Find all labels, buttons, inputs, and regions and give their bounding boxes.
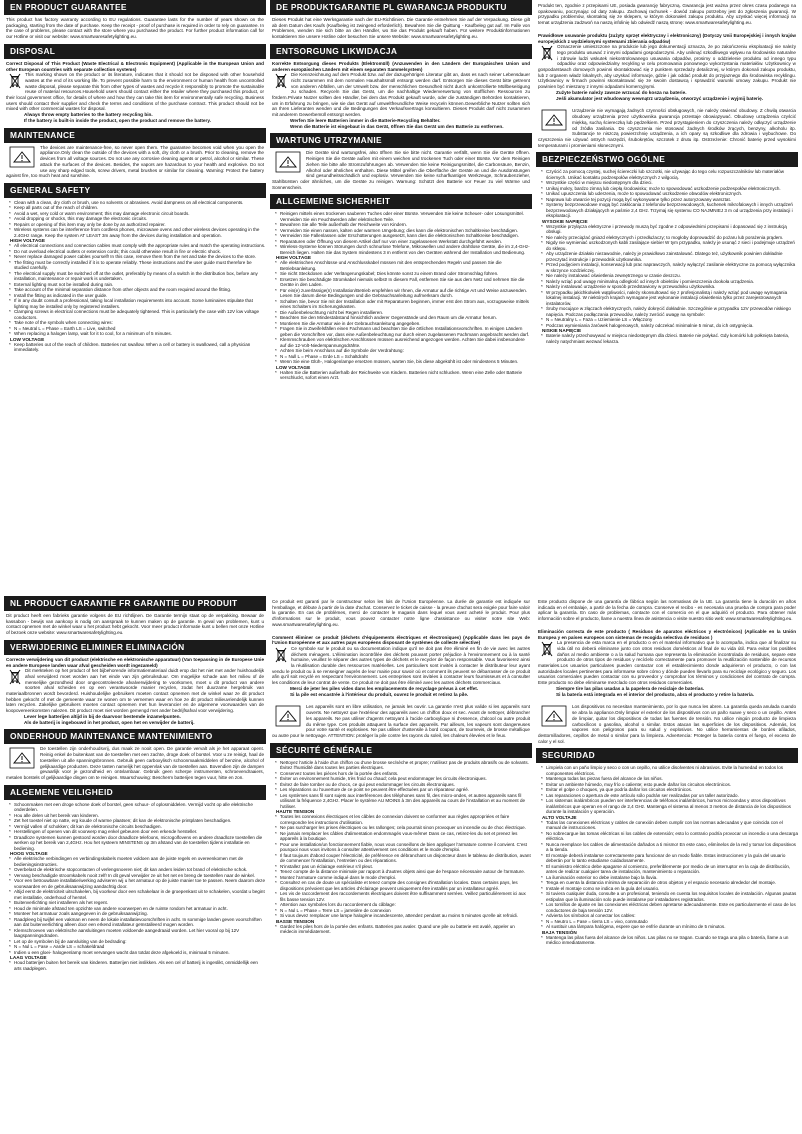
maintenance-section [536,701,798,744]
safety-item: * Take account of the minimal separation distance from other objects and the room required around the fitting. [10,287,266,293]
safety-item: * N = Nul L = Phase = Terre LS = jarretière de connexion [276,908,532,914]
disposal-lead: Eliminación correcta de este producto ( Residuos de aparatos eléctricos y electrónicos) (Aplicable en la Unión Europea y en países europeos con sistemas de recogida selectiva de residuos ) [538,628,796,640]
safety-item: * Clean with a clean, dry cloth or brush, use no solvents or abrasives. Avoid dampness on all electrical components. [10,200,266,206]
maintenance-section [270,133,532,190]
guarantee-section [536,0,798,26]
safety-item: * Vermeiden Sie Fallenlassen oder Erschütterungen ausgesetzt, kann dies die elektronischen Schaltkreise beschädigen. [276,233,532,239]
safety-item: * Si tuviera cualquier duda, consulte a un profesional, teniendo en cuenta los requisitos locales de instalación. Algunas pautas estipulan que la iluminación solo puede instalarse por instaladores registrados. [542,891,798,902]
maintenance-section [536,105,798,148]
safety-item: * Repairs or opening of this item may only be done by an authorized repairer. [10,222,266,228]
safety-item: * Schoonmaken met een droge schone doek of borstel, geen schuur- of oplosmiddelen. Vermijd vocht op alle elektrische onderdelen. [10,802,266,813]
safety-item: * Fragen Sie in Zweifelsfällen einen Fachmann und beachten Sie die örtlichen Installationsvorschriften. In einigen Ländern geben die Vorschriften vor, dass eine Außenbeleuchtung nur durch einen zugelassenen Fachmann angebracht werden darf. [276,326,532,337]
safety-item: * Houd de minimale afstand ten opzichte van andere voorwerpen en de ruimte rondom het armatuur in acht. [10,906,266,912]
disposal-section [270,632,532,698]
battery-notes [4,112,266,124]
safety-item: * Évitez de faire tomber ou de chocs, ce qui peut endommager les circuits électroniques. [276,782,532,788]
safety-section [270,194,532,381]
low-voltage-heading: LOW VOLTAGE [276,364,311,370]
safety-item: * Never replace damaged power cables yourself! In this case, remove them from the net and take the devices to the store. [10,254,266,260]
guarantee-section [4,596,266,636]
maintenance-text [270,150,532,190]
disposal-lead: Correcte verwijdering van dit product (elektrische en elektronische apparatuur) (Van toepassing in de Europese Unie en andere Europese landen waar afval gescheiden wordt ingezameld) [6,656,264,668]
safety-section [536,748,798,946]
safety-item: * Éviter un environnement humide, très froid ou chaud; cela peut endommager les circuits électroniques. [276,776,532,782]
safety-item: * Wireless-Systeme können Störungen durch schnurlose Telefone, Mikrowellen und andere drahtlose Geräte, die im 2,4-GHz-Bereich liegen. Halten Sie das System mindestens 3 m entfernt von den Geräten während der Installation und Bedienung. [276,244,532,255]
safety-item: * N = Neutral L = Phase = Earth LS = Live, switched [10,326,266,332]
guarantee-section [270,596,532,628]
disposal-text [536,640,798,686]
safety-list [4,802,266,852]
safety-item: * Hou alle delen uit het bereik van kinderen. [10,813,266,819]
safety-item: * No sobrecargue las tomas eléctricas ni los cables de extensión; esto lo contrario podría provocar un incendio o una descarga eléctrica. [542,831,798,842]
safety-item: * Ne pas surcharger les prises électriques ou les rallonges; cela pourrait sinon provoquer un incendie ou de choc électrique. [276,825,532,831]
safety-list [536,169,798,219]
battery-note: Si la batería está integrada en el interior del producto, abra el producto y retire la batería. [556,691,754,697]
low-voltage-list [536,935,798,946]
safety-item: * Les systèmes sans fil sont sujets aux interférences des téléphones sans fil, des micro-ondes, et autres appareils sans fil utilisant la fréquence 2,4GHz. Placer le système AU MOINS à 3m des appareils au cours de l'installation et au moment de l'utiliser. [276,793,532,810]
disposal-text [536,44,798,90]
battery-note: Lever lege batterijen altijd in bij de daarvoor bestemde inzamelpunten. [24,713,181,719]
safety-item: * Nie należy instalować oświetlenia zewnętrznego w czasie deszczu. [542,273,798,279]
disposal-text [4,72,266,112]
safety-item: * Al sustituir una lámpara halógena, espere que se enfríe durante un mínimo de 5 minutos. [542,924,798,930]
safety-item: * Bewahren Sie alle Teile außerhalb der Reichweite von Kindern. [276,222,532,228]
battery-notes [270,686,532,698]
high-voltage-heading: HAUTE TENSION [276,809,315,815]
safety-item: * Avoid dropping or shocks, this may damage the electronic circuits. [10,216,266,222]
disposal-lead: Korrekte Entsorgung dieses Produkts (Elektromüll) (Anzuwenden in den Ländern der Europäischen Union und anderen europäischen Ländern mit einem separaten Sammelsystem) [272,60,530,72]
maintenance-body: Los dispositivos no necesitan mantenimiento, por lo que nunca les abren. La garantía queda anulada cuando se abra la appliance.Only limpiar el exterior de los dispositivos con un paño suave y seco o un cepillo. Antes de limpiar, quitar los dispositivos de todas las fuentes de tensión. No utilice ningún producto de limpieza carboxílicos o gasolina, alcohol o similar. Estos atacan las superficies de los dispositivos. Además, los vapores son peligrosos para su salud y explosivos. No utilice herramientas de bordes afilados, destornilladores, cepillos de metal o similar para la limpieza. Advertencia: Proteger la batería contra el fuego, el exceso de calor y el sol. [538,704,796,744]
safety-item: * Śruby mocujące w złączach elektrycznych, należy dokręcić dokładnie. Szczególnie w przypadku 12V przewodów niskiego napięcia. Podczas podłączania przewodów, należy zwrócić uwagę na symbole: [542,306,798,317]
safety-item: * Raadpleeg bij twijfel een vakman en neem de lokale installatievoorschriften in acht. In sommige landen geven voorschriften aan dat buitenverlichting alleen door een erkend installateur geïnstalleerd mogen worden. [10,917,266,928]
disposal-heading: VERWIJDERING ELIMINER ELIMINACIÓN [4,640,266,655]
safety-item: * N'installez pas un éclairage extérieur s'il pleut. [276,864,532,870]
safety-item: * Przed podjęciem instalacji, konserwacji lub prac naprawczych, należy wyłączyć zasilanie elektryczne za pomocą wyłącznika w skrzynce rozdzielczej. [542,262,798,273]
battery-note: Wenn die Batterie ist eingebaut in das Gerät, öffnen Sie das Gerät um den Batterie zu entfernen. [290,123,504,129]
safety-item: * Mantenga las pilas fuera del alcance de los niños. Las pilas no se tragan. Cuando se traga una pila o batería, llame a un médico inmediatamente. [542,935,798,946]
high-voltage-list [4,243,266,337]
safety-item: * Herstellingen of openen van dit voorwerp mag enkel gebeuren door een erkende hersteller. [10,829,266,835]
safety-item: * Baterie należy przechowywać w miejscu niedostępnym dla dzieci. Baterie nie połykać. Gdy komórki lub połknięta bateria, należy natychmiast wezwać lekarza. [542,333,798,344]
safety-item: * Systemy bezprzewodowe mogą być zakłócania z telefonów bezprzewodowych, kuchenek mikrofalowych i innych urządzeń bezprzewodowych działających w paśmie 2,4 GHz. Trzymaj się systemu CO NAJMNIEJ 3 m od urządzenia przy instalacji i eksploatacji. [542,202,798,219]
safety-item: * Limpiela con un paño limpio y seco o con un cepillo, no utilice disolventes ni abrasivos. Evite la humedad en todos los componentes eléctricos. [542,765,798,776]
safety-item: * Wenn Sie eine Glüh-, Halogenlampe ersetzen müssen, warten Sie, bis diese abgekühlt ist oder mindestens 5 Minuten. [276,359,532,365]
maintenance-body: Les appareils sont en libre utilisation, ne jamais les ouvrir. La garantie n'est plus valide si les appareils sont ouverts. Ne nettoyez que l'extérieur des appareils avec un chiffon doux et sec. Avant de nettoyer, débrancher les appareils. Ne pas utiliser d'agents nettoyant à l'acide carboxylique ni d'essence, d'alcool ou autre produit du même type. Ces produits attaquent la surface des appareils. Par ailleurs, les vapeurs sont dangereuses pour votre santé et explosives. Ne pas utiliser d'ustensile à bord coupant, de tournevis, de brosse métallique ou autre pour le nettoyage. ATTENTION: protéger la pile contre les rayons du soleil, les chaleurs élevées et le feux. [272,704,530,738]
safety-item: * Klemmschrauben von elektrischen Anschlüssen müssen ausreichend angezogen werden. Achten Sie dabei insbesondere auf die 12-Volt-Niederspannungsdrähte. [276,337,532,348]
safety-item: * Reparaturen oder Öffnung von diesem Artikel darf nur von einer zugelassenen Werkstatt durchgeführt werden. [276,239,532,245]
safety-item: * Tenga en cuenta la distancia mínima de separación de otros objetos y el espacio necesario alrededor del montaje. [542,880,798,886]
safety-item: * When replacing a halogen lamp, wait for it to cool, for a minimum of 5 minutes. [10,331,266,337]
guarantee-text: This product has factory warranty according to EU regulations. Guarantee lasts for the number of years shown on the packaging, starting from the date of purchase. Keep the receipt - proof of purchase is required in order to rely on guarantee. In the case of problems, please contact with the store where you purchased the product. For further product information call for our Hotline or visit our website: www.smartwaresafetylighting.eu. [6,17,264,40]
safety-item: * Evitar el golpe o choques, ya que podría dañar los circuitos electrónicos. [542,787,798,793]
safety-item: * External lighting must not be installed during rain. [10,282,266,288]
disposal-section [4,44,266,124]
guarantee-text: Produkt ten, zgodnie z przepisami UE, posiada gwarancję fabryczną. Gwarancja jest ważna przez okres czasu podanego na opakowaniu, poczynając od daty zakupu. Zachowaj rachunek - dowód zakupu potrzebny jest do zgłoszenia gwarancji. W przypadku problemów, skontaktuj się ze sklepem, w którym dokonałeś zakupu produktu. Aby uzyskać więcej informacji na temat urządzenia zadzwoń na naszą infolinię lub odwiedź naszą stronę: www.smartwaresafetylighting.eu. [538,3,796,26]
battery-note: Werfen Sie leere Batterien immer in die Batterie-Recycling Behälter. [290,117,441,123]
safety-item: * Należy instalować urządzenie w sposób przedstawiony w przewodniku użytkownika. [542,284,798,290]
battery-note: Always throw empty batteries to the battery recycling bin. [24,112,153,118]
column-pl [536,0,798,348]
disposal-text [4,668,266,714]
safety-item: * W przypadku jakichkolwiek wątpliwości, należy skonsultować się z profesjonalistą i należy wziąć pod uwagę wymagania lokalnej instalacji. W niektórych krajach wymagane jest wykonanie instalacji oświetlenia tylko przez zarejestrowanych instalatorów. [542,290,798,307]
weee-bin-icon [541,45,553,61]
safety-item: * El montaje deberá instalarse correctamente para funcionar de un modo fiable. Estas instrucciones y la guía del usuario deberán por lo tanto estudiarse cuidadosamente. [542,853,798,864]
guarantee-text: Este producto dispone de una garantía de fábrica según las normativas de la UE. La garantía tiene la duración en años indicada en el embalaje, a partir de la fecha de compra. Conserve el recibo - es necesaria una prueba de compra para poder aplicar la garantía. En caso de problemas, contacte con el comercio en el que adquirió el producto. Para obtener más información sobre el producto, llame a nuestra línea de asistencia o visite nuestro sitio web: www.smartwaresafetylighting.eu. [538,599,796,622]
column-de [270,0,532,385]
warning-triangle-icon [275,705,301,727]
safety-item: * Podczas wymieniania żarówek halogenowych, należy odczekać minimalnie 5 minut, do ich ostygnięcia. [542,323,798,329]
battery-notes [536,686,798,698]
safety-heading: ALLGEMEINE SICHERHEIT [270,194,532,209]
safety-item: * Advierta los símbolos al conectar los cables: [542,913,798,919]
safety-item: * Voor een betrouwbare installatie/werking adviseren wij u het armatuur op de juiste manier toe te passen. Neem daarom deze voorwaarden en de gebruiksaanwijzing aandachtig door. [10,878,266,889]
low-voltage-list [4,342,266,353]
low-voltage-list [270,370,532,381]
weee-bin-icon [275,647,287,663]
disposal-lead: Comment éliminer ce produit (déchets d'équipements électriques et électroniques) (Applicable dans les pays de l'Union Européenne et aux autres pays européens disposant de systèmes de collecte sélective) [272,634,530,646]
safety-item: * Mantenga todas las piezas fuera del alcance de los niños. [542,776,798,782]
safety-item: * Ersetzen Sie beschädigte Stromkabel niemals selbst! In diesem Fall, entfernen Sie sie aus dem Netz und nehmen Sie die Geräte in den Laden. [276,277,532,288]
guarantee-section [4,0,266,40]
maintenance-body: De toestellen zijn onderhoudsvrij, dus maak ze nooit open. De garantie vervalt als je het apparaat opent. Reinig enkel de buitenkant van de toestellen met een zachte, droge doek of borstel. Voor u ze reinigt, haal de toestellen uit alle spanningsbronnen. Gebruik geen carboxylisch schoonmaakmiddelen of benzine, alcohol of gelijkaardige producten. Deze tasten namelijk het oppervlak van de toestellen aan. Bovendien zijn de dampen gevaarlijk voor je gezondheid en ontvlambaar. Gebruik geen scherpe instrumenten, schroevendraaiers, metalen borstels of gelijkaardige dingen om te reinigen. Waarschuwing: Bescherm batterijen tegen vuur, hitte en zon. [6,746,264,780]
safety-item: * Alle elektrischen Anschlüsse und Anschlusskabel müssen mit den entsprechenden Regeln und passen Sie die Betriebsanleitung. [276,260,532,271]
safety-item: * Należy wziąć pod uwagę minimalną odległość od innych obiektów i pomieszczenia dookoła urządzenia. [542,279,798,285]
safety-item: * Vervang beschadigde stroomkabels nooit zelf! In dit geval verwijder ze uit het net en breng de toestellen naar de winkel. [10,873,266,879]
safety-item: * Los tornillos de ajuste en las conexiones eléctricas deben apretarse adecuadamente. Este es particularmente el caso de los conductores de baja tensión 12V. [542,902,798,913]
safety-item: * Todas las conexiones eléctricas y cables de conexión deben cumplir con las normas adecuadas y que coincida con el manual de instrucciones. [542,820,798,831]
safety-section [4,785,266,972]
maintenance-text [536,704,798,744]
safety-item: * Die Außenbeleuchtung nicht bei Regen installieren. [276,310,532,316]
safety-item: * Nie należy przeciążać gniazd elektrycznych i przedłużaczy; to mogłoby doprowadzić do pożaru lub porażenia prądem. [542,235,798,241]
safety-item: * Evitar un ambiente húmedo, muy frío o caliente; esto puede dañar los circuitos electrónicos. [542,782,798,788]
high-voltage-heading: HIGH VOLTAGE [10,238,45,244]
safety-item: * Vermeiden Sie einen nassen, kalten oder warmen Umgebung; dies kann die elektronischen Schaltkreise beschädigen. [276,228,532,234]
weee-bin-icon [275,73,287,89]
disposal-body: Die Kennzeichnung auf dem Produkt bzw. auf der dazugehörigen Literatur gibt an, dass es nach seiner Lebensdauer nicht zusammen mit dem normalen Haushaltsmüll entsorgt werden darf. Entsorgen Sie dieses Gerät bitte getrennt von anderen Abfällen, um der Umwelt bzw. der menschlichen Gesundheit nicht durch unkontrollierte Müllbeseitigung zu schaden. Recyceln Sie das Gerät, um die nachhaltige Wiederverwertung von stofflichen Ressourcen zu fördern.Private Nutzer sollten den Händler, bei dem das Produkt gekauft wurde, oder die zuständigen Behörden kontaktieren, um in Erfahrung zu bringen, wie sie das Gerät auf umweltfreundliche Weise recyceln können.Gewerbliche Nutzer sollten sich an Ihren Lieferanten wenden und die Bedingungen des Verkaufsvertrags konsultieren. Dieses Produkt darf nicht zusammen mit anderem Gewerbemüll entsorgt werden. [272,72,530,118]
warning-triangle-icon [541,705,567,727]
maintenance-body: The devices are maintenance-free, so never open them. The guarantee becomes void when you open the appliance.Only clean the outside of the devices with a soft, dry cloth or a brush. Prior to cleaning, remove the devices from all voltage sources. Do not use any corrosive cleaning agents or petrol, alcohol or similar. These attack the surfaces of the devices. Besides, the vapors are hazardous to your health and explosive. Do not use any sharp edged tools, screw drivers, metal brushes or similar for cleaning. Warning: Protect the battery against fire, too much heat and sunshine. [6,144,264,179]
safety-item: * Zet het toestel niet op natte, erg koude of warme plaatsen; dit kan de elektronische printplaten beschadigen. [10,818,266,824]
disposal-section [536,626,798,698]
safety-item: * Wszystkie przyłącza elektryczne i przewody muszą być zgodne z odpowiednimi przepisami i dopasować się z instrukcją obsługi. [542,224,798,235]
safety-item: * Gardez les piles hors de la portée des enfants. Batteries pas avaler. Quand une pile ou batterie est avalé, appeler un médecin immédiatement. [276,924,532,935]
guarantee-heading: EN PRODUCT GUARANTEE [4,0,266,15]
low-voltage-list [536,333,798,344]
high-voltage-heading: HOOG VOLTAGE [10,851,48,857]
guarantee-text: Dit product heeft een fabrieks garantie volgens de EU richtlijnen. De Garantie termijn staat op de verpakking. Bewaar de kassabon - bewijs van aankoop is nodig om aanspraak te kunnen maken op de garantie. In geval van problemen, kunt u contact opnemen met de winkel waar u het product hebt gekocht. Voor meer product informatie kunt u bellen met onze Hotline of bezoek onze website: www.smartwaresafetylighting.eu. [6,613,264,636]
safety-item: * Clamping screws in electrical connections must be adequately tightened. This is particularly the case with 12V low voltage conductors. [10,309,266,320]
safety-item: * Pour une installation/un fonctionnement fiable, nous vous conseillons de bien appliquer l'armature comme il convient. C'est pourquoi nous vous invitons à consulter attentivement ces conditions et le mode d'emploi. [276,842,532,853]
safety-list [4,200,266,239]
safety-item: * Klemschroeven van elektrische aansluitingen moeten voldoende aangedraaid worden. Let hier vooral op bij 12V laagspanningsdraden. [10,928,266,939]
safety-item: * Wszystkie części w miejscu niedostępnym dla dzieci. [542,180,798,186]
high-voltage-list [536,224,798,329]
disposal-section [536,30,798,102]
safety-item: * Schalten Sie, bevor Sie mit der Installation oder mit Reparaturen beginnen, immer erst den Strom aus, vorzugsweise mittels eines Schalters im Sicherungskasten. [276,299,532,310]
safety-section [4,183,266,353]
safety-section [536,152,798,344]
disposal-heading: ENTSORGUNG LIKWIDACJA [270,44,532,59]
safety-item: * Attention aux symboles lors du raccordement du câblage: [276,902,532,908]
low-voltage-heading: NISKIE NAPIĘCIE [542,328,582,334]
safety-heading: ALGEMENE VEILIGHEID [4,785,266,800]
safety-item: * La iluminación exterior no debe instalarse bajo la lluvia. [542,875,798,881]
safety-item: * Montieren Sie die Armatur wie in der Gebrauchsanleitung angegeben. [276,321,532,327]
disposal-lead: Prawidłowe usuwanie produktu (zużyty sprzęt elektryczny i elektroniczny) (Dotyczy Unii Europejskiej i innych krajów europejskich z wydzielonymi systemami zbierania odpadów) [538,32,796,44]
safety-item: * Buitenverlichting niet installeren als het regent. [10,900,266,906]
maintenance-text [536,108,798,148]
safety-heading: GENERAL SAFETY [4,183,266,198]
safety-item: * Il faut toujours d'abord couper l'électricité, de préférence en débranchant un disjoncteur dans le tableau de distribution, avant de commencer l'installation, l'entretien ou des réparations. [276,853,532,864]
battery-notes [4,714,266,726]
safety-item: * Tenez compte de la distance minimale par rapport à d'autres objets ainsi que de l'espace nécessaire autour de l'armature. [276,869,532,875]
high-voltage-heading: ALTO VOLTAJE [542,814,577,820]
guarantee-text: Dieses Produkt hat eine Werksgarantie nach der EU-Richtlinien. Die Garantie entnehmen Sie auf der Verpackung. Diese gilt ab dem Datum des Kaufs (Kaufbeleg ist zwingend erforderlich). Bewahren Sie die Quittung - Kaufbeleg gut auf. Im Falle von Problemen, wenden Sie sich bitte an den Händler, wo Sie das Produkt gekauft haben. Für weitere Produktinformationen kontaktieren Sie unsere Hotline oder besuchen Sie unsere Website: www.smartwaresafetylighting.eu. [272,17,530,40]
maintenance-heading: ONDERHOUD MAINTENANCE MANTENIMIENTO [4,729,266,744]
guarantee-section [536,596,798,622]
safety-item: * Take note of the symbols when connecting wires: [10,320,266,326]
safety-item: * Nettoyez l'article à l'aide d'un chiffon ou d'une brosse sec/sèche et propre; n'utilisez pas de produits abrasifs ou de solvants. Évitez l'humidité dans toutes les parties électriques. [276,760,532,771]
safety-item: * Toutes les connexions électriques et les câbles de connexion doivent se conformer aux règles appropriées et faire correspondre les instructions d'utilisation. [276,814,532,825]
maintenance-heading: WARTUNG UTRZYMANIE [270,133,532,148]
safety-item: * Les réparations ou l'ouverture de ce point ne peuvent être effectuées par un réparateur agréé. [276,787,532,793]
low-voltage-heading: BAJA TENSIÓN [542,929,577,935]
maintenance-body: Die Geräte sind wartungsfrei, also öffnen Sie sie bitte nicht. Garantie verfällt, wenn Sie die Geräte öffnen. Reinigen Sie die Geräte außen mit einem weichen und trockenen Tuch oder einer Bürste. Vor dem Reinigen ziehen Sie bitte alle Stromzuführungen ab. Verwenden Sie keine Reinigungsmittel, die Carbonsäure, Benzin, Alkohol oder ähnliches enthalten. Diese Mittel greifen die Oberfläche der Geräte an und die Ausdünstungen sind gesundheitsschädlich und explosiv. Verwenden Sie keine scharfkantigen Werkzeuge, Schraubenzieher, Stahlbürsten oder ähnliches, um die Geräte zu reinigen. Warnung: Schützt den Batterie vor Feuer zu viel Wärme und Sonnenschein. [272,150,530,190]
safety-item: * Czyścić za pomocą czystej, suchej ściereczki lub szczotki, nie używając do tego celu rozpuszczalników lub materiałów ściernych. Unikać kontaktu podzespołów elektrycznych z wilgocią. [542,169,798,180]
weee-bin-icon [541,641,553,657]
safety-item: * Keep all parts out of the reach of children. [10,205,266,211]
disposal-lead: Correct Disposal of This Product (Waste Electrical & Electronic Equipment) (Applicable in the European Union and other European countries with separate collection systems) [6,60,264,72]
safety-item: * The electrical supply must be switched off at the outlet, preferably by means of a switch in the distribution box, before any installation, maintenance or repair work is undertaken. [10,271,266,282]
warning-triangle-icon [541,109,567,131]
warning-triangle-icon [9,146,35,168]
safety-item: * Draadloze systemen kunnen gestoord worden door draadloze telefoons, microgolfovens en andere draadloze toestellen die werken op het bereik van 2,4GHz. Hou het systeem MINSTENS op 3m afstand van de toestellen tijdens installatie en bediening. [10,835,266,852]
guarantee-heading: NL PRODUCT GARANTIE FR GARANTIE DU PRODUIT [4,596,266,611]
maintenance-section [4,729,266,780]
disposal-text [270,72,532,118]
battery-note: Merci de jeter les piles vides dans les emplacements de recyclage prévus à cet effet. [290,685,479,691]
low-voltage-heading: LAAG VOLTAGE [10,955,47,961]
safety-heading: SÉCURITÉ GÉNÉRALE [270,743,532,758]
disposal-body: Dit merkteken op het product of het bijbehorende informatiemateriaal duidt erop dat het niet met ander huishoudelijk afval verwijderd moet worden aan het einde van zijn gebruiksduur. Om mogelijke schade aan het milieu of de menselijke gezondheid door ongecontroleerde afvalverwijdering te voorkomen, moet u dit product van andere soorten afval scheiden en op een verantwoorde manier recyclen, zodat het duurzame hergebruik van materiaalbronnen wordt bevorderd. Huishoudelijke gebruikers moeten contact opnemen met de winkel waar ze dit product hebben gekocht of met de gemeente waar ze wonen om te vernemen waar en hoe ze dit product milieuvriendelijk kunnen laten recyclen. Zakelijke gebruikers moeten contact opnemen met hun leverancier en de algemene voorwaarden van de koopovereenkomsten nalezen. Dit product moet niet worden gemengd met ander bedrijfsafval voor verwijdering. [6,668,264,714]
safety-item: * Houd batterijen buiten het bereik van kinderen. Batterijen niet inslikken. Als een cel of batterij is ingeslikt, onmiddellijk een arts raadplegen. [10,960,266,971]
safety-item: * Keep batteries out of the reach of children. Batteries not swallow. When a cell or battery is swallowed, call a physician immediately. [10,342,266,353]
disposal-section [4,640,266,726]
maintenance-heading: MAINTENANCE [4,128,266,143]
safety-item: * Unikać upuszczenia lub uderzenia, może to spowodować uszkodzenie obwodów elektronicznych. [542,191,798,197]
safety-item: * Vermijd vallen of schokken; dit kan de elektronische circuits beschadigen. [10,824,266,830]
low-voltage-heading: BASSE TENSION [276,918,315,924]
safety-item: * Unikaj mokry, bardzo zimną lub ciepłą środowisku; może to spowodować uszkodzenie podzespołów elektronicznych. [542,186,798,192]
guarantee-text: Ce produit est garanti par le constructeur selon les lois de l'Union Européenne. La durée de garantie est indiquée sur l'emballage, et débute à partir de la date d'achat. Conservez le ticket de caisse - la preuve d'achat sera exigée pour faire valoir la garantie. En cas de problèmes, merci de contacter le magasin dans lequel vous avez acheté le produit. Pour plus d'informations sur le produit, vous pouvez contacter notre ligne d'assistance ou visiter notre site Web: www.smartwaresafetylighting.eu. [272,599,530,627]
safety-item: * Altijd eerst de elektriciteit uitschakelen, bij voorkeur door een schakelaar in de groepenkast uit te schakelen, voordat u begint met installatie, onderhoud of herstel. [10,889,266,900]
battery-notes [536,90,798,102]
safety-item: * Instale el montaje como se indica en la guía del usuario. [542,886,798,892]
safety-list [536,765,798,815]
low-voltage-list [270,924,532,935]
disposal-section [270,44,532,130]
safety-item: * Naprawa lub otwarcie tej pozycji mogą być wykonywane tylko przez autoryzowany warsztat. [542,197,798,203]
safety-item: * Conservez toutes les pièces hors de la portée des enfants. [276,771,532,777]
disposal-body: This marking shown on the product or its literature, indicates that it should not be disposed with other household wastes at the end of its working life. To prevent possible harm to the environment or human health from uncontrolled waste disposal, please separate this from other types of wastes and recycle it responsibly to promote the sustainable reuse of material resources.Household users should contact either the retailer where they purchased this product, or their local government office, for details of where and how they can take this item for environmentally safe recycling. Business users should contact their supplier and check the terms and conditions of the purchase contract. This product should not be mixed with other commercial wastes for disposal. [6,72,264,112]
maintenance-text [4,746,266,780]
high-voltage-list [270,260,532,365]
safety-item: * Indien u een gloei- halogeenlamp moet vervangen wacht dan totdat deze afgekoeld is, minimaal 5 minuten. [10,950,266,956]
column-fr [270,596,532,939]
safety-item: * Nunca reemplace los cables de alimentación dañados a ti mismo! En este caso, elimínelos de la red y tomar los dispositivos a la tienda. [542,842,798,853]
disposal-body: Ce symbole sur le produit ou sa documentation indique qu'il ne doit pas être éliminé en fin de vie avec les autres déchets ménagers. L'élimination incontrôlée des déchets pouvant porter préjudice à l'environnement ou à la santé humaine, veuillez le séparer des autres types de déchets et le recycler de façon responsable. Vous favoriserez ainsi la réutilisation durable des ressources matérielles. Les particuliers sont invités à contacter le distributeur leur ayant vendu le produit ou à se renseigner auprès de leur mairie pour savoir où et comment ils peuvent se débarrasser de ce produit afin qu'il soit recyclé en respectant l'environnement. Les entreprises sont invitées à contacter leurs fournisseurs et à consulter les conditions de leur contrat de vente. Ce produit ne doit pas être éliminé avec les autres déchets commerciaux. [272,645,530,686]
safety-item: * Consultez en cas de doute un spécialiste et tenez compte des consignes d'installation locales. Dans certains pays, les dispositions prévoient que les articles d'éclairage peuvent uniquement être installés par un installateur agréé. [276,880,532,891]
battery-note: Als de batterij is ingebouwd in het product, open het en verwijder de batterij. [24,719,195,725]
safety-item: * Montez l'armature comme indiqué dans le mode d'emploi. [276,875,532,881]
maintenance-section [4,128,266,179]
safety-item: * Reinigen mittels eines trockenen sauberen Tuches oder einer Bürste. Verwenden Sie keine Scheuer- oder Lösungsmittel. Vermeiden Sie ein Feuchtwerden aller elektrischen Teile. [276,211,532,222]
maintenance-text [270,704,532,738]
low-voltage-list [4,960,266,971]
safety-item: * Avoid a wet, very cold or warm environment; this may damage electronic circuit boards. [10,211,266,217]
safety-item: * Las reparaciones o apertura de este artículo sólo podrán ser realizadas por un taller autorizado. [542,793,798,799]
safety-item: * Let op de symbolen bij de aansluiting van de bedrading: [10,939,266,945]
disposal-heading: DISPOSAL [4,44,266,59]
safety-item: * Aby urządzenie działało niezawodnie, należy je prawidłowo zainstalować. Dlatego też, użytkownik powinien dokładnie przeczytać instrukcje i przewodnik użytkownika. [542,251,798,262]
high-voltage-list [536,820,798,930]
safety-item: * N = Nul L = Fase = Aarde LS = schakeldraad [10,944,266,950]
battery-note: Si la pile est encastrée à l'intérieur du produit, ouvrez le produit et retirez la pile. [290,691,469,697]
safety-item: * The fitting must be correctly installed if it is to operate reliably. These instructions and the user guide must therefore be studied carefully. [10,260,266,271]
maintenance-section [270,701,532,738]
safety-item: * Ne jamais remplacer les câbles d'alimentation endommagés vous-même! Dans ce cas, retirez-les du net et prenez les appareils à la boutique. [276,831,532,842]
safety-item: * Los sistemas inalámbricos pueden ser interferencias de teléfonos inalámbricos, hornos microondas y otros dispositivos inalámbricos que operan en el rango de 2,4 GHz. Mantenga el sistema al menos 3 metros de distancia de los dispositivos durante la instalación y operación. [542,798,798,815]
low-voltage-heading: LOW VOLTAGE [10,336,45,342]
safety-item: * Wireless systems can be interference from cordless phones, microwave ovens and other wireless devices operating in the 2.4GHz range. Keep the system AT LEAST 3m away from the devices during installation and operation. [10,227,266,238]
weee-bin-icon [9,73,21,89]
safety-list [270,760,532,810]
safety-list [270,211,532,255]
disposal-text [270,646,532,686]
safety-item: * Beachten Sie den Mindestabstand hinsichtlich anderer Gegenstände und den Raum um die Armatur herum. [276,315,532,321]
safety-item: * Nigdy nie wymieniać uszkodzonych kabli zasilające siebie! W tym przypadku, należy je usunąć z sieci i podejmuje urządzeń do sklepu. [542,240,798,251]
safety-item: * Sie nicht Steckdosen oder Verlängerungskabel; Dies könnte sonst zu einem Brand oder Stromschlag führen. [276,271,532,277]
warning-triangle-icon [275,151,301,173]
safety-item: * Do not overload electrical outlets or extension cords; this could otherwise result in fire or electric shock. [10,249,266,255]
safety-item: * Alle elektrische verbindingen en verbindingskabels moeten voldoen aan de juiste regels en overeenkomen met de bedieningsinstructies. [10,856,266,867]
safety-item: * Si vous devez remplacer une lampe halogène incandescente, attendez pendant au moins 5 minutes qu'elle ait refroidi. [276,913,532,919]
guarantee-heading: DE PRODUKTGARANTIE PL GWARANCJA PRODUKTU [270,0,532,15]
safety-item: * El suministro eléctrico debe apagarse al comienzo, preferiblemente por medio de un interruptor en la caja de distribución, antes de realizar cualquier tarea de instalación, mantenimiento o reparación. [542,864,798,875]
weee-bin-icon [9,669,21,685]
safety-item: * Für ein(e) zuverlässige(n) Installation/Betrieb empfehlen wir Ihnen, die Armatur auf die richtige Art und Weise anzuwenden. Lesen Sie darum diese Bedingungen und die Gebrauchsanleitung aufmerksam durch. [276,288,532,299]
safety-item: * N = Null L = Phase = Erde LS = Schaltdraht [276,354,532,360]
column-es [536,596,798,950]
safety-item: * Monteer het armatuur zoals aangegeven in de gebruiksaanwijzing. [10,911,266,917]
high-voltage-heading: WYSOKIE NAPIĘCIE [542,218,588,224]
maintenance-text [4,145,266,179]
column-en [4,0,266,357]
safety-section [270,743,532,935]
disposal-body: Oznaczenie umieszczone na produkcie lub jego dokumentacji oznacza, że po zakończeniu eksploatacji nie należy tego produktu usuwać z innymi odpadami gospodarczymi. Aby uniknąć szkodliwego wpływu na środowisko naturalne i zdrowie ludzi wskutek niekontrolowanego usuwania odpadów, prosimy o oddzielenie produktu od innego typu odpadów oraz odpowiedzialny recykling w celu promowania ponownego wykorzystania materiałów. Użytkownicy w gospodarstwach domowych powinni skontaktować się z punktem sprzedaży detalicznej, w którym dokonali zakupu produktu, lub z organem władz lokalnych, aby uzyskać informacje, gdzie i jak oddać produkt do przyjaznego dla środowiska recyklingu. Użytkownicy w firmach powinni skontaktować się ze swoim dostawcą i sprawdzić warunki umowy zakupu. Produkt nie powinien być mieszany z innymi odpadami komercyjnymi. [538,44,796,90]
safety-item: * Install the fitting as indicated in the user guide. [10,293,266,299]
battery-note: If the battery is built-in inside the product, open the product and remove the battery. [24,117,211,123]
disposal-body: La presencia de esta marca en el producto o en el material informativo que lo acompaña, indica que al finalizar su vida útil no deberá eliminarse junto con otros residuos domésticos al final de su vida útil. Para evitar los posibles daños al medio ambiente o a la salud humana que representa la eliminación incontrolada de residuos, separe este producto de otros tipos de residuos y recíclelo correctamente para promover la reutilización sostenible de recursos materiales.Los usuarios particulares pueden contactar con el establecimiento donde adquirieron el producto, o con las autoridades locales pertinentes para informarse sobre cómo y dónde pueden llevarlo para su reciclaje ecológico y seguro. Los usuarios comerciales pueden contactar con su proveedor y comprobar los términos y condiciones del contrato de compra. Este producto no debe eliminarse mezclado con otros residuos comerciales. [538,640,796,686]
safety-item: * Achten Sie beim Anschluss auf die Symbole der Verdrahtung: [276,348,532,354]
safety-heading: SEGURIDAD [536,748,798,763]
column-nl [4,596,266,975]
maintenance-body: Urządzenie nie wymagają żadnych czynności obsługowych, nie należy otwierać obudowy. Z chwilą otwarcia obudowy urządzenia przez użytkownika gwarancja przestaje obowiązywać. Obudowę urządzenia czyścić miękką, suchą ściereczką lub pędzelkiem. Przed przystąpieniem do czyszczenia należy odłączyć urządzenie od źródła zasilania. Do czyszczenia nie stosować żadnych środków żrących, benzyny, alkoholu itp. Substancje te niszczą powierzchnię urządzenia, a ich opary są szkodliwe dla zdrowia i wybuchowe. Do czyszczenia nie używać ostrych narzędzi, śrubokrętów, szczotek z drutu itp. Ostrzeżenie: Chronić baterię przed wysokimi temperaturami i promieniami słonecznymi. [538,108,796,148]
warning-triangle-icon [9,747,35,769]
safety-item: * Halten Sie die Batterien außerhalb der Reichweite von Kindern. Batterien nicht schlucken. Wenn eine Zelle oder Batterie verschluckt, sofort einen Arzt. [276,370,532,381]
high-voltage-list [270,814,532,919]
battery-note: Zużyte baterie należy zawsze wrzucać do kosza na baterie. [556,89,687,95]
safety-heading: BEZPIECZEŃSTWO OGÓLNE [536,152,798,167]
high-voltage-heading: HIGH VOLTAGE [276,255,311,261]
safety-item: * Overbelast de elektrische stopcontacten of verlengsnoeren niet; dit kan anders leiden tot brand of elektrische schok. [10,867,266,873]
safety-item: * N = Neutro L = Fase = tierra LS = vivo, conmutado [542,919,798,925]
battery-notes [270,118,532,130]
battery-note: Siempre tire las pilas usadas a la papelera de reciclaje de baterías. [556,685,705,691]
high-voltage-list [4,856,266,955]
safety-item: * Les vis de raccordement des raccordements électriques doivent être suffisamment serrées. Veillez particulièrement ici aux fils basse tension 12V. [276,891,532,902]
safety-item: * All electrical connections and connection cables must comply with the appropriate rules and match the operating instructions. [10,243,266,249]
safety-item: * N = Neutralny L = Faza = Uziemienie LS = Włączony [542,317,798,323]
battery-note: Jeśli akumulator jest wbudowany wewnątrz urządzenia, otworzyć urządzenie i wyjmij baterię. [556,95,764,101]
safety-item: * If in any doubt consult a professional, taking local installation requirements into account. Some luminaires stipulate that lighting may be installed only by registered installers. [10,298,266,309]
guarantee-section [270,0,532,40]
